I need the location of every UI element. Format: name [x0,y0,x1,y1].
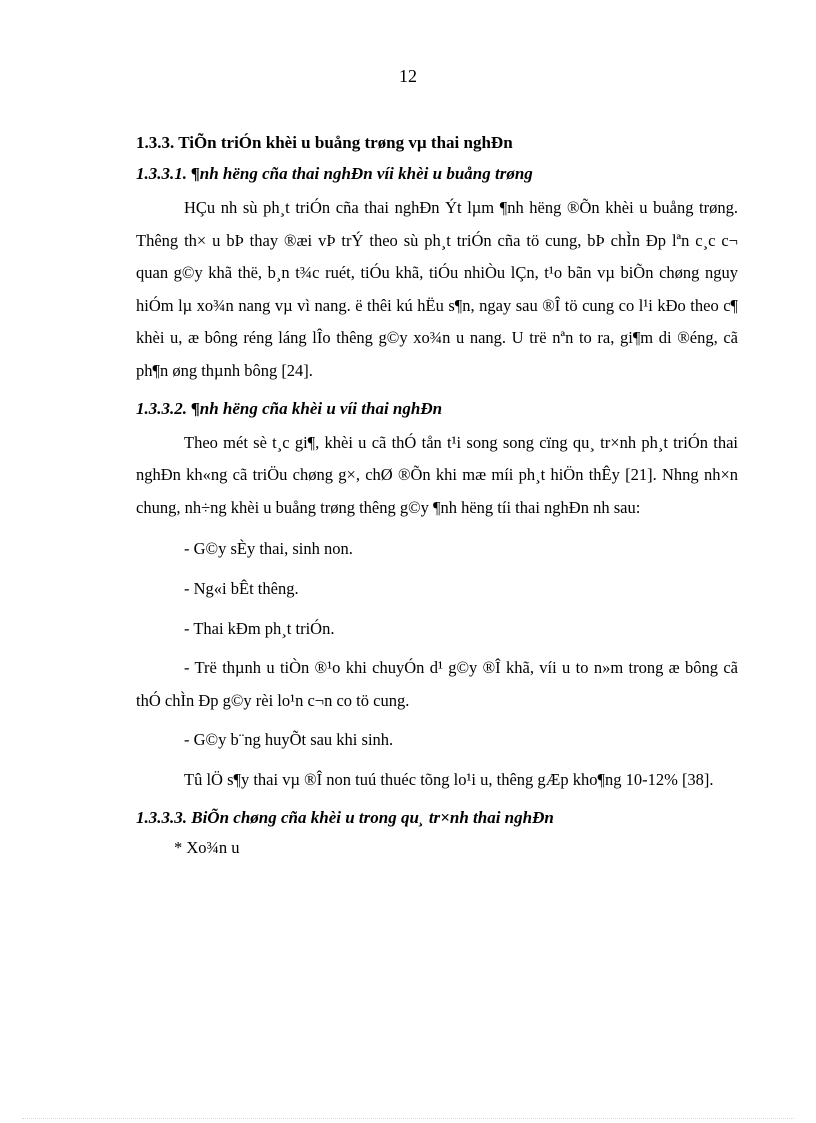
section-heading: 1.3.3. TiÕn triÓn khèi u buång trøng vµ thai nghÐn [136,133,513,152]
paragraph-miscarriage-rate: Tû lÖ s¶y thai vµ ®Î non tuú thuéc tõng lo¹i u, thêng gÆp kho¶ng 10-12% [38]. [184,769,714,789]
subsection-heading-1: 1.3.3.1. ¶nh hëng cña thai nghÐn víi khèi u buång trøng [136,164,533,183]
list-item: - Thai kÐm ph¸t triÓn. [184,618,335,638]
list-item: - Ng«i bÊt thêng. [184,578,299,598]
list-item: - G©y b¨ng huyÕt sau khi sinh. [184,730,394,750]
subsection-heading-2: 1.3.3.2. ¶nh hëng cña khèi u víi thai nghÐn [136,398,443,418]
bullet-item-torsion: * Xo¾n u [174,837,240,857]
list-item: - Trë thµnh u tiÒn ®¹o khi chuyÓn d¹ g©y ®Î khã, víi u to n»m trong æ bông cã thÓ chÌn Ðp g©y rèi lo¹n c¬n co tö cung. [136,658,738,710]
list-item: - G©y sÈy thai, sinh non. [184,539,353,559]
subsection-heading-3: 1.3.3.3. BiÕn chøng cña khèi u trong qu¸ tr×nh thai nghÐn [136,807,554,827]
page-number: 12 [399,66,417,86]
page-bottom-border [22,1118,794,1119]
paragraph-tumor-effect: Theo mét sè t¸c gi¶, khèi u cã thÓ tån t¹i song song cïng qu¸ tr×nh ph¸t triÓn thai nghÐn kh«ng cã triÖu chøng g×, chØ ®Õn khi mæ míi ph¸t hiÖn thÊy [21]. Nhng nh×n chung, nh÷ng khèi u buång trøng thêng g©y ¶nh hëng tíi thai nghÐn nh sau: [136,432,738,517]
page-content [136,131,738,860]
paragraph-pregnancy-effect: HÇu nh sù ph¸t triÓn cña thai nghÐn Ýt lµm ¶nh hëng ®Õn khèi u buång trøng. Thêng th× u bÞ thay ®æi vÞ trÝ theo sù ph¸t triÓn cña tö cung, bÞ chÌn Ðp lªn c¸c c¬ quan g©y khã thë, b¸n t¾c ruét, tiÓu khã, tiÓu nhiÒu lÇn, t¹o bãn vµ biÕn chøng nguy hiÓm lµ xo¾n nang vµ vì nang. ë thêi kú hËu s¶n, ngay sau ®Î tö cung co l¹i kÐo theo c¶ khèi u, æ bông réng láng lÎo thêng g©y xo¾n u nang. U trë nªn to ra, gi¶m di ®éng, cã ph¶n øng thµnh bông [24]. [136,198,738,380]
